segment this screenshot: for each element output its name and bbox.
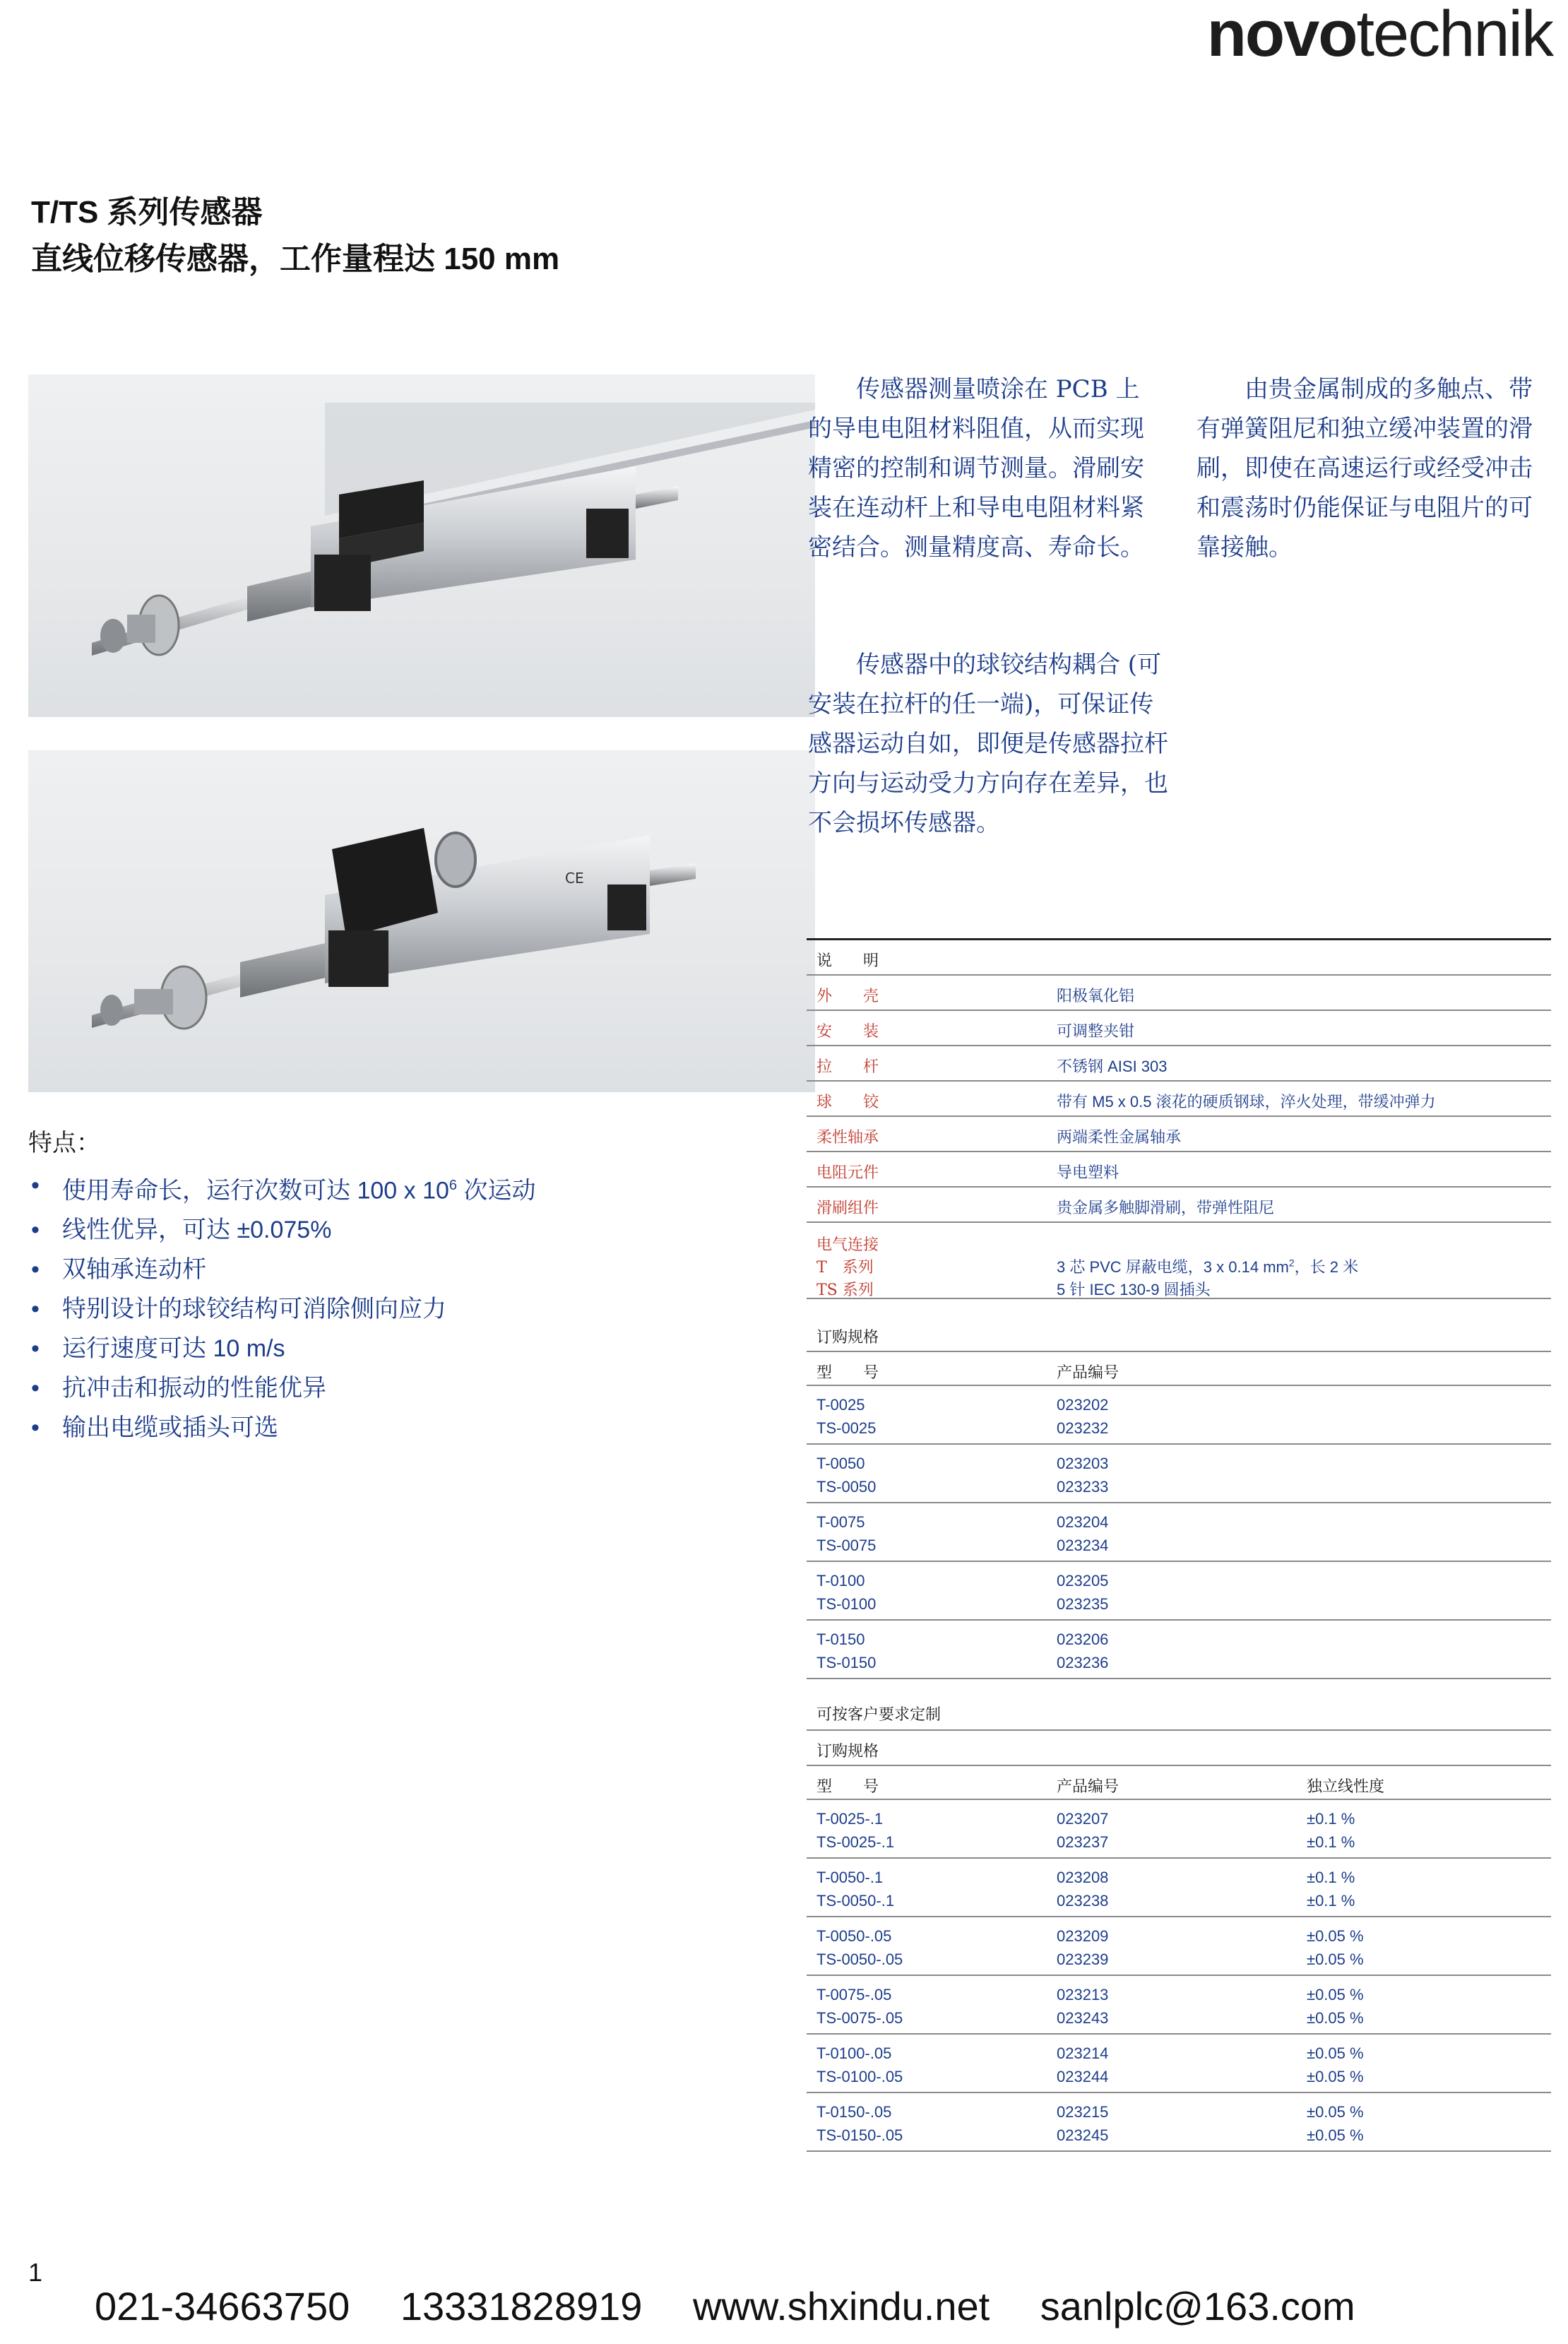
custom-ordering-table [807, 1695, 1551, 2152]
description-table [807, 938, 1551, 1299]
table-row: T-0075 TS-0075 023204 023234 [807, 1503, 1551, 1562]
table-row-electrical: 电气连接 T 系列 TS 系列 3 芯 PVC 屏蔽电缆，3 x 0.14 $mm^2$，长 2 米 5 针 IEC 130-9 圆插头 [807, 1223, 1551, 1299]
table-row: 外 壳 阳极氧化铝 [807, 976, 1551, 1011]
table-row: T-0075-.05 TS-0075-.05 023213 023243 ±0.05 % ±0.05 % [807, 1976, 1551, 2035]
table-row: T-0050-.1 TS-0050-.1 023208 023238 ±0.1 % ±0.1 % [807, 1859, 1551, 1917]
t-series-sensor-photo [28, 374, 815, 717]
page-title: T/TS 系列传感器 [31, 195, 263, 230]
table-header-row: 型 号 产品编号 [807, 1351, 1551, 1386]
page-subtitle: 直线位移传感器，工作量程达 150 mm [31, 242, 560, 276]
feature-item: • 抗冲击和振动的性能优异 [28, 1368, 535, 1408]
table-row: 滑刷组件 贵金属多触脚滑刷，带弹性阻尼 [807, 1188, 1551, 1223]
table-row: 电阻元件 导电塑料 [807, 1152, 1551, 1188]
table-title-row: 订购规格 [816, 1329, 879, 1346]
table-row: T-0100-.05 TS-0100-.05 023214 023244 ±0.05 % ±0.05 % [807, 2035, 1551, 2093]
description-paragraph-3: 传感器中的球铰结构耦合 (可安装在拉杆的任一端)，可保证传感器运动自如，即便是传感器拉杆方向与运动受力方向存在差异，也不会损坏传感器。 [808, 651, 1168, 837]
table-row: 球 铰 带有 M5 x 0.5 滚花的硬质钢球，淬火处理，带缓冲弹力 [807, 1082, 1551, 1117]
ts-series-sensor-photo [28, 750, 815, 1092]
feature-item: • 运行速度可达 10 m/s [28, 1329, 535, 1368]
table-row: T-0050-.05 TS-0050-.05 023209 023239 ±0.05 % ±0.05 % [807, 1917, 1551, 1976]
table-row: 拉 杆 不锈钢 AISI 303 [807, 1046, 1551, 1082]
novotechnik-logo [1206, 0, 1552, 70]
table-row: T-0025-.1 TS-0025-.1 023207 023237 ±0.1 % ±0.1 % [807, 1800, 1551, 1859]
table-row: T-0150 TS-0150 023206 023236 [807, 1621, 1551, 1679]
phone-number: 021-34663750 [95, 2284, 350, 2328]
feature-item: • 线性优异，可达 ±0.075% [28, 1210, 535, 1250]
table-row: 说 明 [807, 938, 1551, 976]
description-paragraph-2: 由贵金属制成的多触点、带有弹簧阻尼和独立缓冲装置的滑刷，即使在高速运行或经受冲击和震荡时仍能保证与电阻片的可靠接触。 [1196, 375, 1533, 562]
table-row: T-0025 TS-0025 023202 023232 [807, 1386, 1551, 1445]
page-number: 1 [28, 2258, 43, 2287]
logo-light-part: technik [1356, 0, 1552, 70]
table-subtitle-row: 订购规格 [807, 1731, 1551, 1766]
table-title-row: 可按客户要求定制 [807, 1695, 1551, 1731]
table-row: 安 装 可调整夹钳 [807, 1011, 1551, 1046]
website-link[interactable]: www.shxindu.net [692, 2284, 990, 2328]
table-row: T-0050 TS-0050 023203 023233 [807, 1445, 1551, 1503]
table-row: 柔性轴承 两端柔性金属轴承 [807, 1117, 1551, 1152]
features-list [28, 1166, 535, 1448]
features-title: 特点： [28, 1130, 100, 1156]
mobile-number: 13331828919 [400, 2284, 643, 2328]
description-paragraph-1: 传感器测量喷涂在 PCB 上的导电电阻材料阻值，从而实现精密的控制和调节测量。滑刷安装在连动杆上和导电电阻材料紧密结合。测量精度高、寿命长。 [808, 375, 1144, 562]
table-row: T-0100 TS-0100 023205 023235 [807, 1562, 1551, 1621]
ce-mark: CE [565, 870, 584, 887]
logo-bold-part: novo [1206, 0, 1357, 70]
email-link[interactable]: sanlplc@163.com [1040, 2284, 1355, 2328]
feature-item: • 双轴承连动杆 [28, 1250, 535, 1289]
feature-item: • 输出电缆或插头可选 [28, 1408, 535, 1448]
feature-item: • 特别设计的球铰结构可消除侧向应力 [28, 1289, 535, 1329]
feature-item: • 使用寿命长，运行次数可达 100 x $10^6$ 次运动 [28, 1166, 535, 1210]
contact-footer [95, 2283, 1355, 2329]
table-row: T-0150-.05 TS-0150-.05 023215 023245 ±0.05 % ±0.05 % [807, 2093, 1551, 2152]
table-header-row: 型 号 产品编号 独立线性度 [807, 1766, 1551, 1800]
ordering-table [807, 1320, 1551, 1679]
